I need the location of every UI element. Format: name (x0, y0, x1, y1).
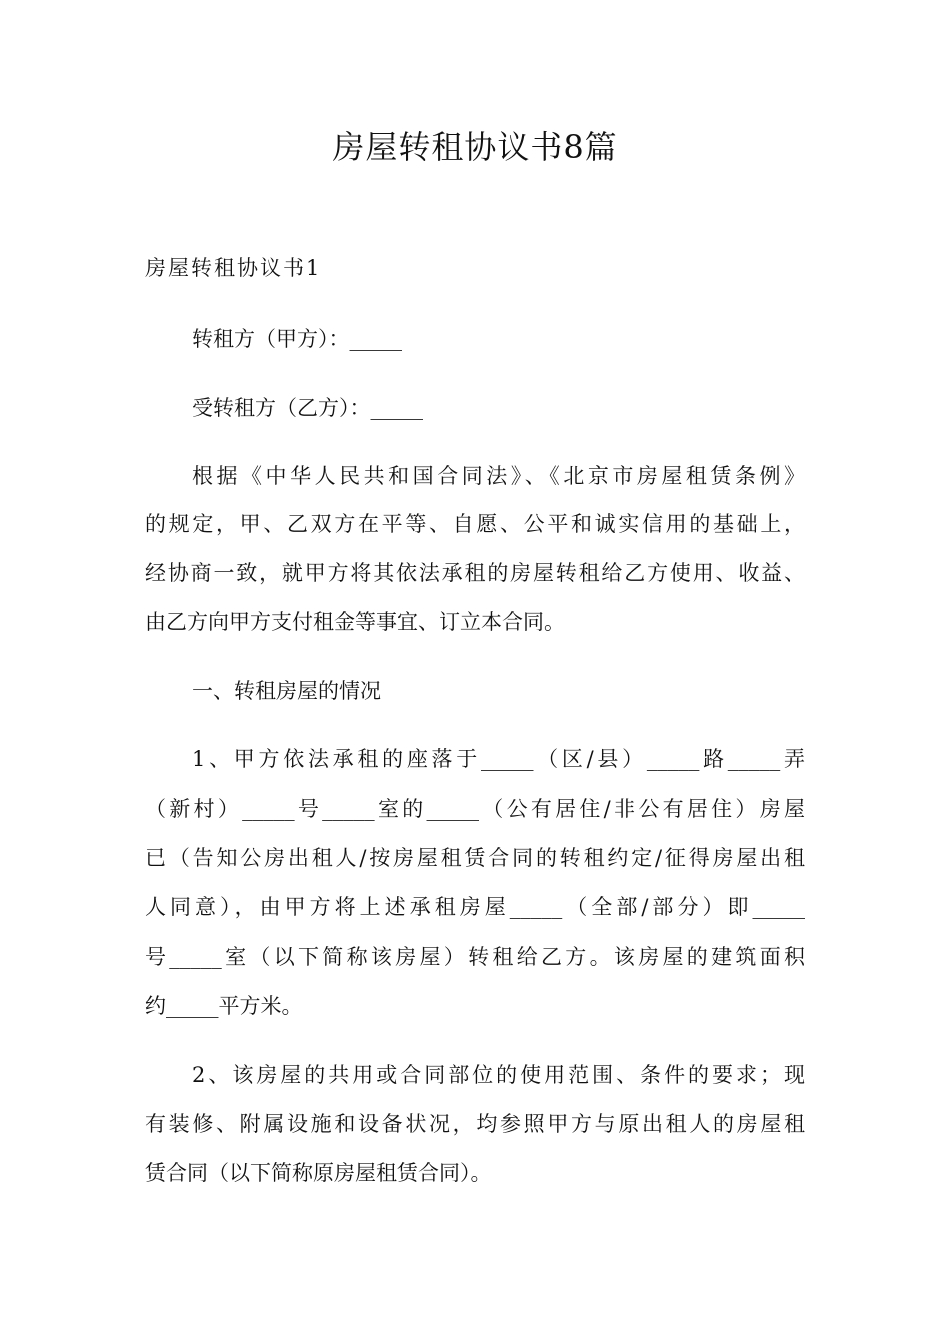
clause-line: 有装修、附属设施和设备状况，均参照甲方与原出租人的房屋租 (145, 1112, 805, 1136)
paragraph-line: 根据《中华人民共和国合同法》、《北京市房屋租赁条例》 (192, 464, 805, 488)
party-b-line: 受转租方（乙方）：_____ (192, 396, 423, 420)
paragraph-line: 经协商一致，就甲方将其依法承租的房屋转租给乙方使用、收益、 (145, 561, 805, 585)
clause-line: （新村）_____号_____室的_____（公有居住/非公有居住）房屋 (145, 797, 805, 821)
clause-line: 已（告知公房出租人/按房屋租赁合同的转租约定/征得房屋出租 (145, 846, 805, 870)
clause-heading: 一、转租房屋的情况 (192, 679, 381, 703)
paragraph-line: 由乙方向甲方支付租金等事宜、订立本合同。 (145, 610, 565, 634)
party-a-line: 转租方（甲方）：_____ (192, 327, 402, 351)
document-title: 房屋转租协议书8篇 (332, 128, 618, 166)
clause-line: 人同意），由甲方将上述承租房屋_____（全部/部分）即_____ (145, 895, 805, 919)
clause-line: 1、甲方依法承租的座落于_____（区/县）_____路_____弄 (192, 747, 805, 771)
clause-line: 2、该房屋的共用或合同部位的使用范围、条件的要求；现 (192, 1063, 805, 1087)
clause-line: 号_____室（以下简称该房屋）转租给乙方。该房屋的建筑面积 (145, 945, 805, 969)
paragraph-line: 的规定，甲、乙双方在平等、自愿、公平和诚实信用的基础上， (145, 512, 805, 536)
section-heading: 房屋转租协议书1 (145, 256, 322, 280)
clause-line: 约_____平方米。 (145, 994, 303, 1018)
clause-line: 赁合同（以下简称原房屋租赁合同）。 (145, 1161, 492, 1185)
